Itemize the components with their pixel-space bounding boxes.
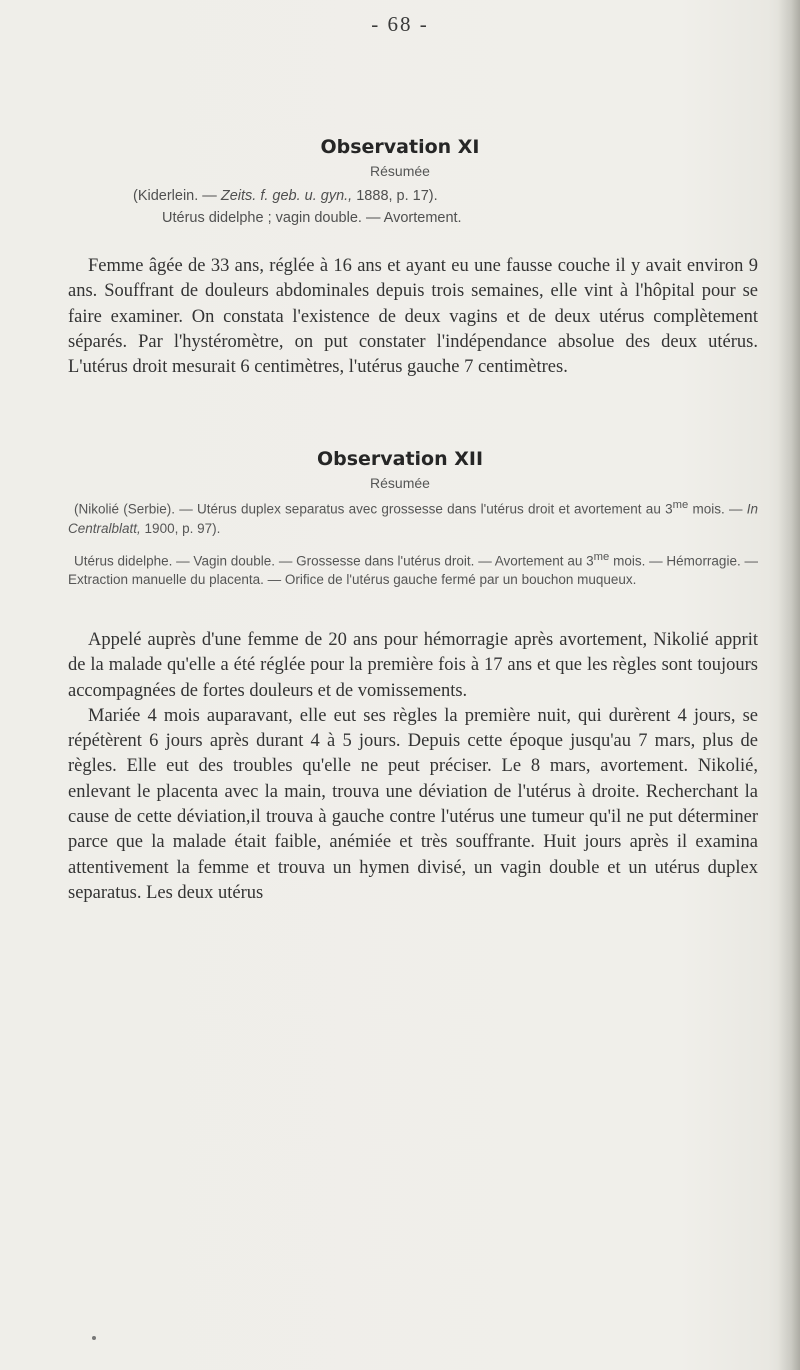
observation-xi-journal: Zeits. f. geb. u. gyn., [220, 188, 353, 204]
observation-xi-paragraph: Femme âgée de 33 ans, réglée à 16 ans et ayant eu une fausse couche il y avait environ 9 ans. Souffrant de douleurs abdominales depuis trois semaines, elle vint à l'hôpital pour se faire examiner. On constata l'existence de deux vagins et de deux utérus complètement séparés. Par l'hystéromètre, on put constater l'indépendance absolue des deux utérus. L'utérus droit mesurait 6 centimètres, l'utérus gauche 7 centimètres. [68, 256, 758, 378]
observation-xii-reference: (Nikolié (Serbie). — Utérus duplex separatus avec grossesse dans l'utérus droit et avortement au $3^{me}$ mois. — In Centralblatt, 1900, p. 97). [68, 499, 759, 536]
observation-xii-title: Observation XII [316, 448, 484, 470]
ink-speck [92, 1336, 96, 1340]
page-edge-shadow [778, 0, 800, 1370]
observation-xi-resume-label: Résumée [370, 163, 430, 179]
observation-xii-header-block [68, 496, 758, 589]
observation-xi-body [68, 254, 758, 380]
observation-xi-reference: (Kiderlein. — Zeits. f. geb. u. gyn., 1888, p. 17). [133, 188, 438, 204]
observation-xii-body [68, 628, 758, 906]
page-number: - 68 - [371, 12, 429, 36]
observation-xi-summary: Utérus didelphe ; vagin double. — Avortement. [162, 210, 462, 226]
observation-xii-summary: Utérus didelphe. — Vagin double. — Grossesse dans l'utérus droit. — Avortement au $3^{me}$ mois. — Hémorragie. — Extraction manuelle du placenta. — Orifice de l'utérus gauche fermé par un bouchon muqueux. [68, 550, 758, 587]
observation-xii-paragraph-2: Mariée 4 mois auparavant, elle eut ses règles la première nuit, qui durèrent 4 jours, se répétèrent 6 jours après durant 4 à 5 jours. Depuis cette époque jusqu'au 7 mars, plus de règles. Elle eut des troubles qu'elle ne peut préciser. Le 8 mars, avortement. Nikolié, enlevant le placenta avec la main, trouva une déviation de l'utérus à droite. Recherchant la cause de cette déviation,il trouva à gauche contre l'utérus une tumeur qu'il ne put déterminer parce que la malade était faible, anémiée et très souffrante. Huit jours après il examina attentivement la femme et trouva un hymen divisé, un vagin double et un utérus duplex separatus. Les deux utérus [68, 705, 758, 903]
observation-xii-journal: In Centralblatt, [68, 501, 759, 536]
observation-xi-title: Observation XI [320, 136, 480, 158]
observation-xii-resume-label: Résumée [370, 475, 430, 491]
observation-xii-paragraph-1: Appelé auprès d'une femme de 20 ans pour hémorragie après avortement, Nikolié apprit de la malade qu'elle a été réglée pour la première fois à 17 ans et que les règles sont toujours accompagnées de fortes douleurs et de vomissements. [68, 630, 758, 701]
